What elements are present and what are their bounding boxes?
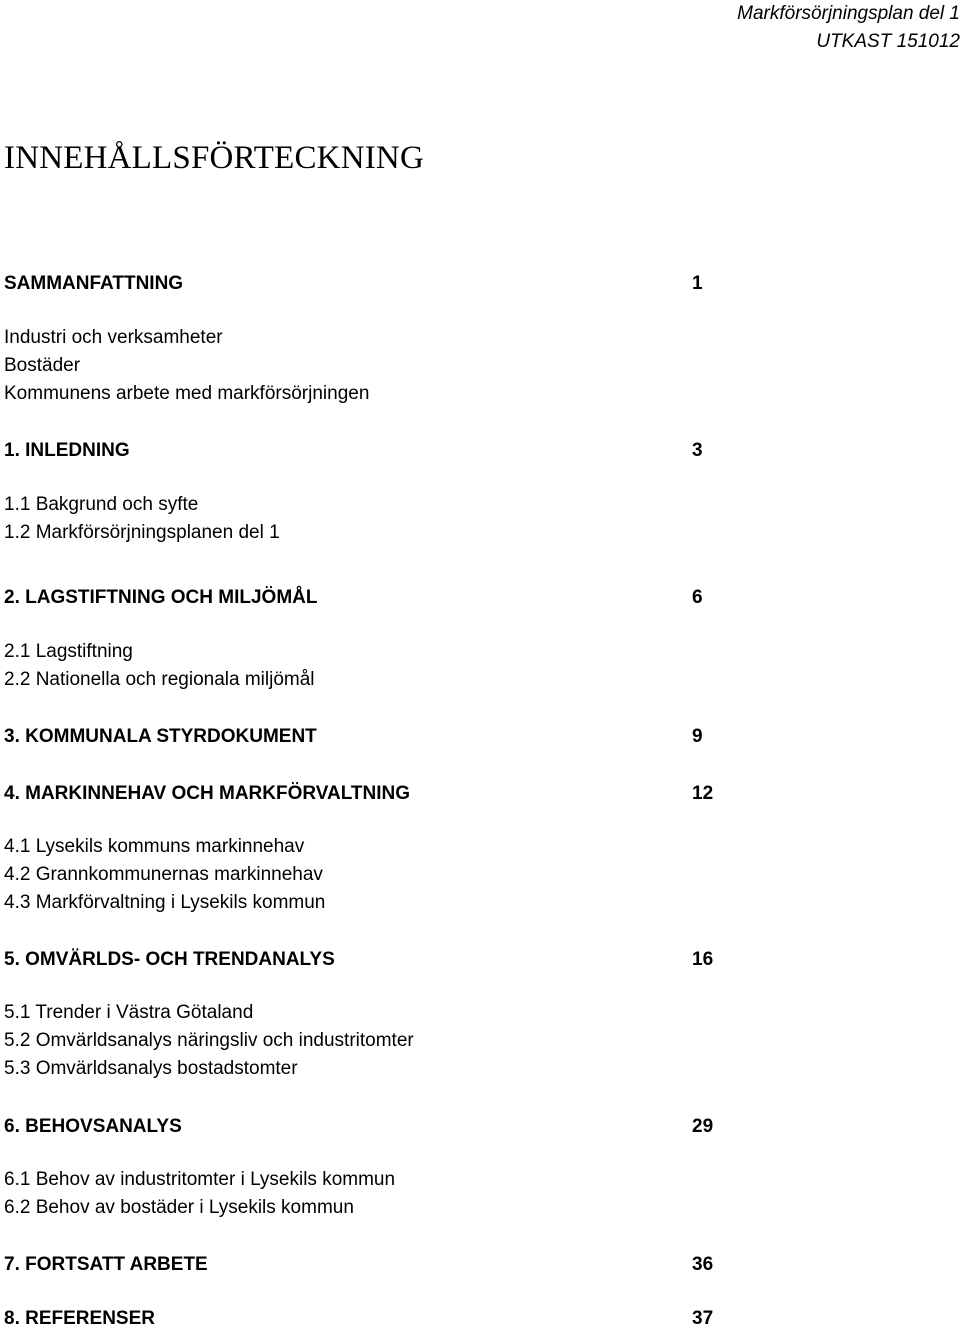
toc-entry-label: 1. INLEDNING [4, 440, 130, 461]
toc-entry-label: 4.2 Grannkommunernas markinnehav [4, 864, 323, 885]
toc-entry-section[interactable] [4, 1027, 744, 1055]
toc-entry-label: SAMMANFATTNING [4, 273, 184, 294]
toc-entry-chapter[interactable] [4, 270, 744, 298]
toc-entry-page-number: 36 [692, 1254, 714, 1275]
toc-entry-label: 8. REFERENSER [4, 1308, 155, 1329]
toc-entry-chapter[interactable] [4, 1251, 744, 1279]
toc-entry-chapter[interactable] [4, 1113, 744, 1141]
toc-entry-label: 1.1 Bakgrund och syfte [4, 494, 199, 515]
toc-entry-section[interactable] [4, 889, 744, 917]
toc-entry-label: 4.1 Lysekils kommuns markinnehav [4, 836, 305, 857]
toc-entry-chapter[interactable] [4, 437, 744, 465]
toc-entry-section[interactable] [4, 999, 744, 1027]
toc-entry-page-number: 12 [692, 783, 714, 804]
toc-entry-section[interactable] [4, 1194, 744, 1222]
toc-entry-section[interactable] [4, 352, 744, 380]
toc-entry-label: 5. OMVÄRLDS- OCH TRENDANALYS [4, 949, 335, 970]
toc-entry-label: 7. FORTSATT ARBETE [4, 1254, 208, 1275]
running-header [737, 0, 960, 56]
toc-entry-page-number: 16 [692, 949, 714, 970]
toc-entry-section[interactable] [4, 861, 744, 889]
toc-entry-label: 6. BEHOVSANALYS [4, 1116, 182, 1137]
header-document-name: Markförsörjningsplan del 1 [737, 3, 960, 24]
toc-entry-page-number: 1 [692, 273, 703, 294]
page-title: INNEHÅLLSFÖRTECKNING [4, 140, 424, 176]
toc-entry-label: 5.3 Omvärldsanalys bostadstomter [4, 1058, 298, 1079]
toc-entry-label: 6.2 Behov av bostäder i Lysekils kommun [4, 1197, 354, 1218]
toc-entry-chapter[interactable] [4, 780, 744, 808]
toc-entry-label: 6.1 Behov av industritomter i Lysekils kommun [4, 1169, 396, 1190]
toc-entry-section[interactable] [4, 380, 744, 408]
toc-entry-section[interactable] [4, 833, 744, 861]
toc-entry-label: Industri och verksamheter [4, 327, 223, 348]
toc-entry-label: Bostäder [4, 355, 81, 376]
toc-entry-chapter[interactable] [4, 584, 744, 612]
toc-entry-section[interactable] [4, 638, 744, 666]
toc-entry-section[interactable] [4, 666, 744, 694]
header-draft-label: UTKAST 151012 [816, 31, 960, 52]
toc-entry-section[interactable] [4, 1055, 744, 1083]
toc-entry-section[interactable] [4, 491, 744, 519]
toc-entry-label: Kommunens arbete med markförsörjningen [4, 383, 370, 404]
toc-entry-section[interactable] [4, 519, 744, 547]
toc-entry-label: 4. MARKINNEHAV OCH MARKFÖRVALTNING [4, 783, 411, 804]
toc-entry-section[interactable] [4, 1166, 744, 1194]
toc-entry-section[interactable] [4, 324, 744, 352]
toc-entry-label: 2.1 Lagstiftning [4, 641, 133, 662]
toc-entry-chapter[interactable] [4, 946, 744, 974]
toc-entry-label: 2. LAGSTIFTNING OCH MILJÖMÅL [4, 587, 318, 608]
toc-entry-page-number: 3 [692, 440, 703, 461]
toc-entry-label: 3. KOMMUNALA STYRDOKUMENT [4, 726, 317, 747]
toc-entry-label: 2.2 Nationella och regionala miljömål [4, 669, 315, 690]
toc-entry-label: 5.1 Trender i Västra Götaland [4, 1002, 254, 1023]
toc-entry-label: 5.2 Omvärldsanalys näringsliv och industritomter [4, 1030, 414, 1051]
toc-entry-page-number: 37 [692, 1308, 714, 1329]
toc-entry-page-number: 29 [692, 1116, 714, 1137]
toc-entry-chapter[interactable] [4, 723, 744, 751]
toc-entry-page-number: 6 [692, 587, 703, 608]
toc-entry-page-number: 9 [692, 726, 703, 747]
toc-entry-label: 1.2 Markförsörjningsplanen del 1 [4, 522, 280, 543]
toc-entry-label: 4.3 Markförvaltning i Lysekils kommun [4, 892, 326, 913]
